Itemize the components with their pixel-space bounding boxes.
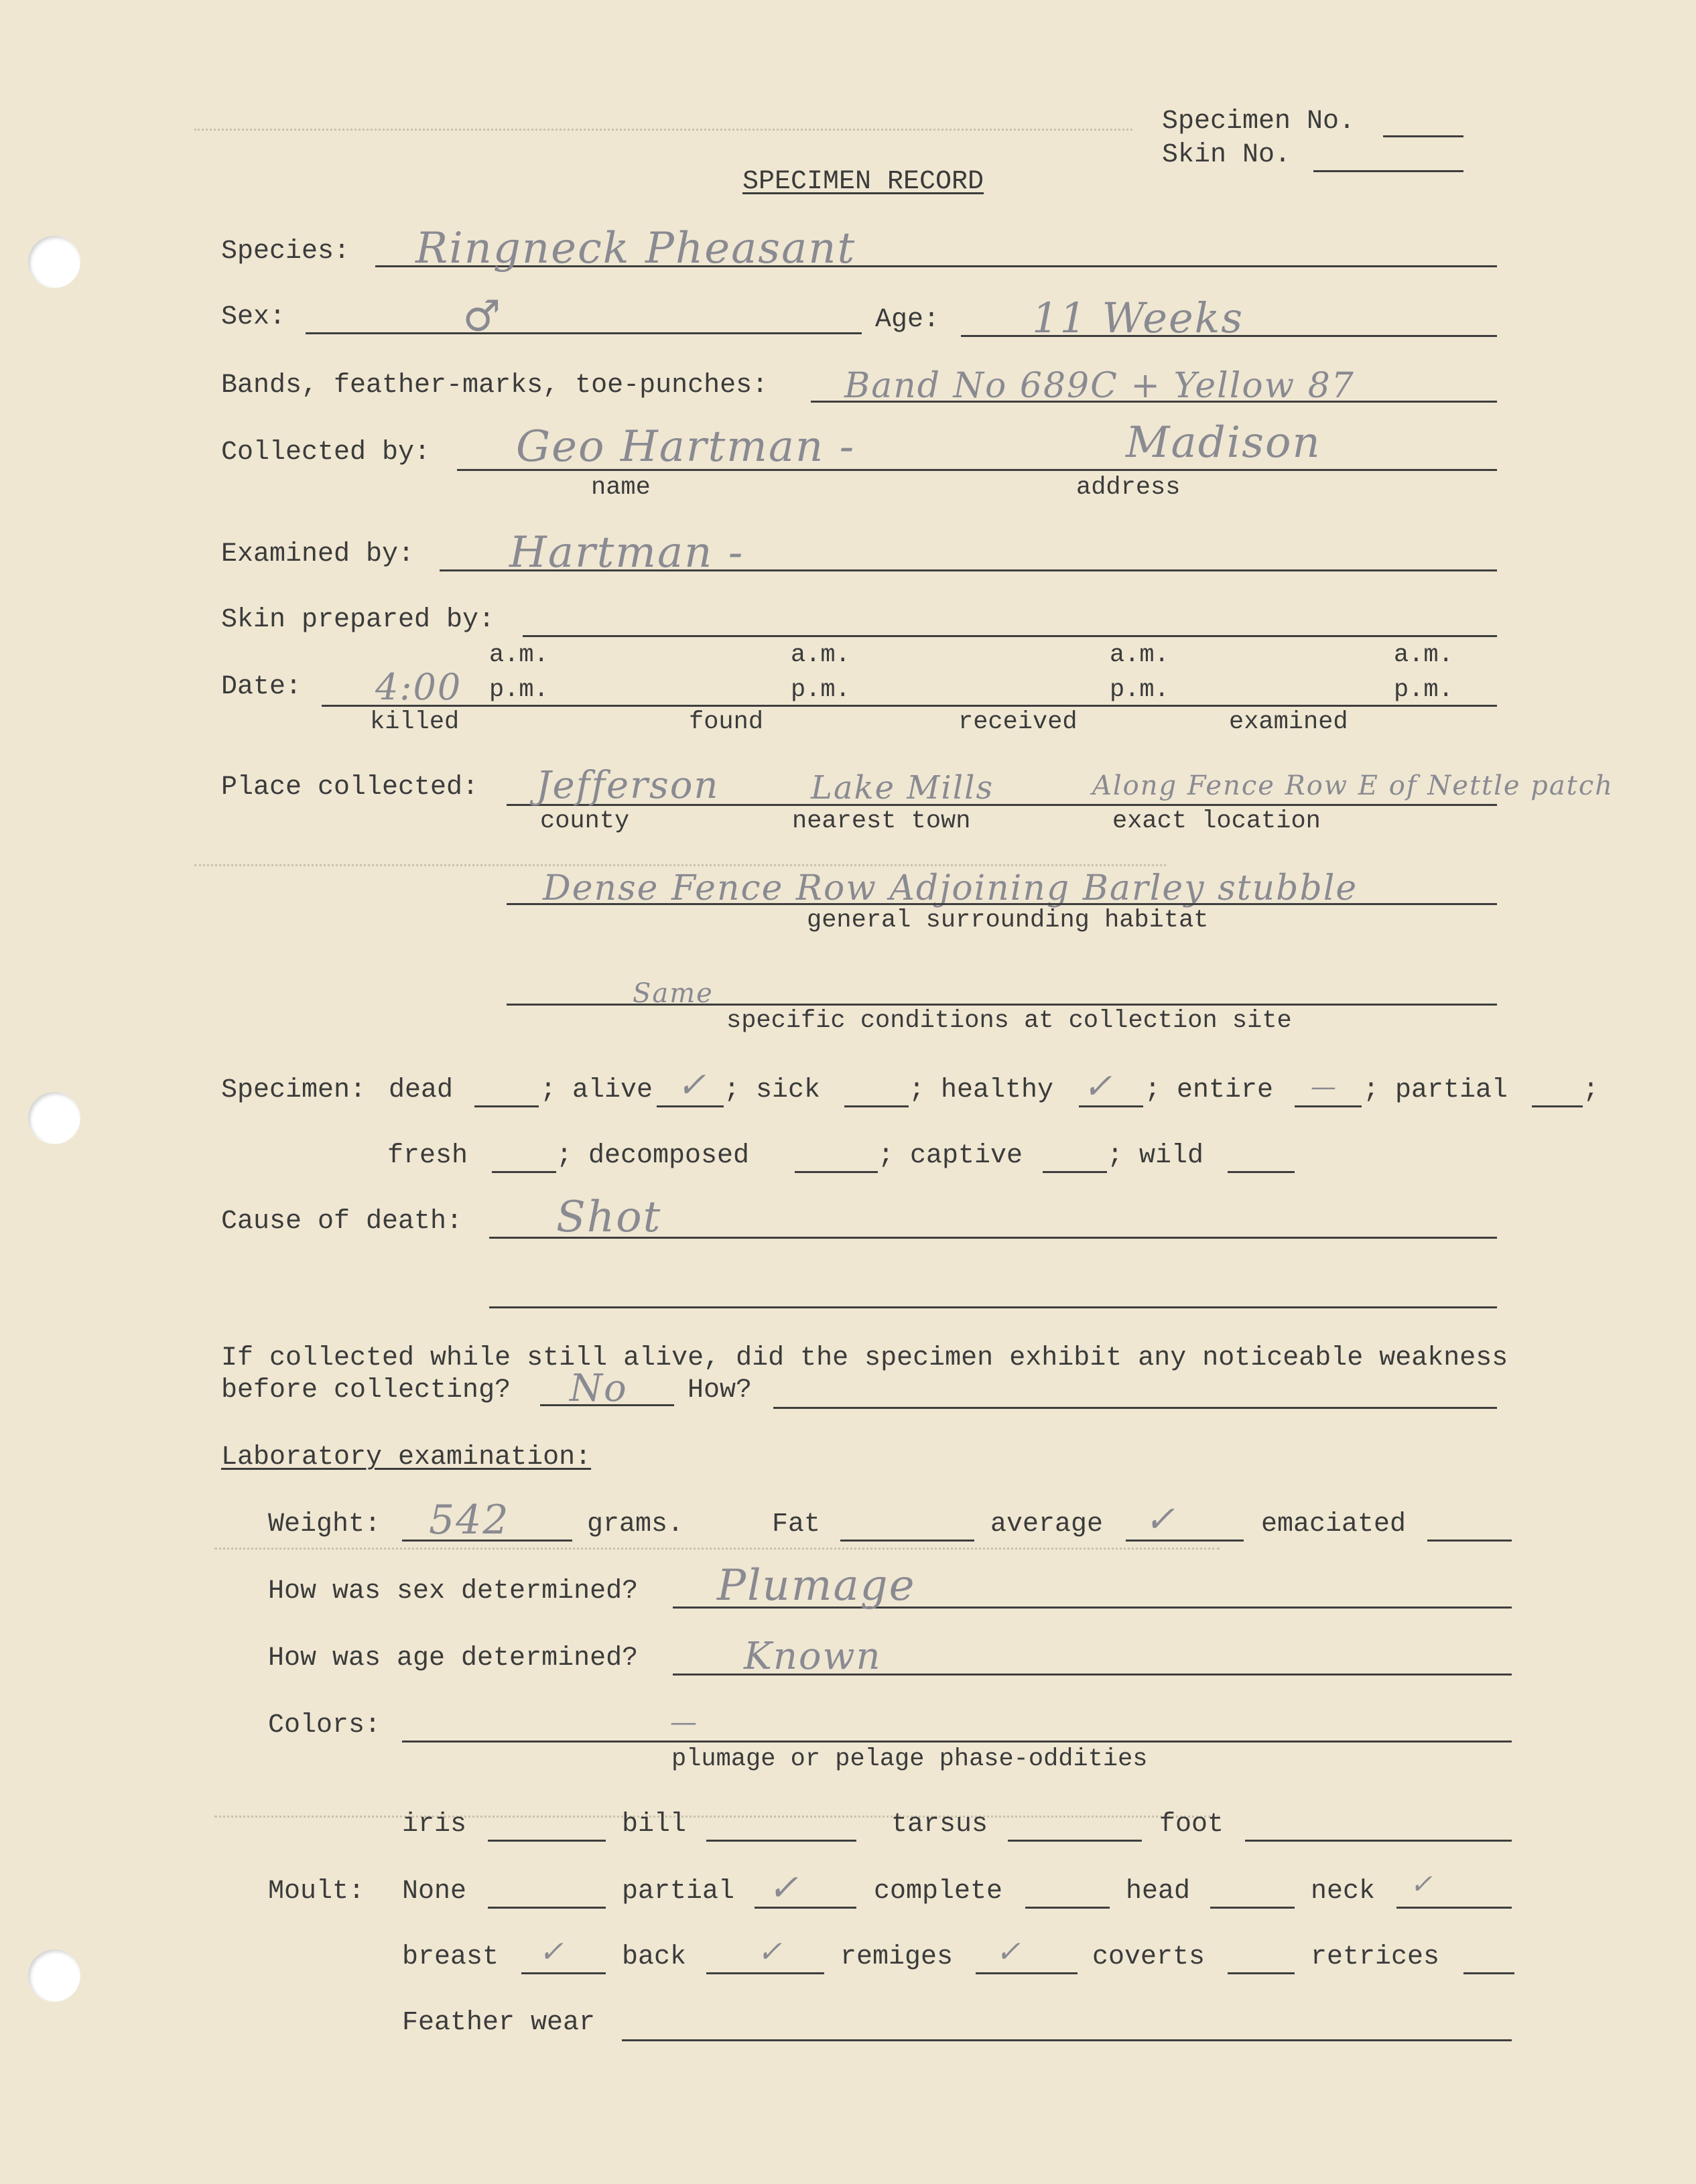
location-caption: exact location (1112, 807, 1321, 835)
received-am: a.m. (1110, 641, 1169, 669)
moult-neck-label: neck (1311, 1876, 1376, 1907)
habitat-line[interactable] (507, 903, 1497, 905)
age-value: 11 Weeks (1032, 293, 1244, 342)
skin-prepared-by-label: Skin prepared by: (221, 605, 495, 635)
examined-am: a.m. (1394, 641, 1453, 669)
conditions-line[interactable] (507, 1004, 1497, 1006)
moult-head-label: head (1126, 1876, 1191, 1907)
tarsus-label: tarsus (891, 1810, 988, 1840)
colors-line[interactable] (402, 1741, 1512, 1743)
moult-retrices-label: retrices (1311, 1942, 1440, 1972)
town-value: Lake Mills (811, 769, 994, 807)
weight-label: Weight: (268, 1509, 381, 1540)
species-label: Species: (221, 236, 350, 267)
dead-line[interactable] (474, 1105, 539, 1107)
moult-label: Moult: (268, 1876, 365, 1907)
moult-coverts-label: coverts (1092, 1942, 1205, 1972)
weakness-answer: No (570, 1367, 628, 1410)
examined-by-value: Hartman - (509, 528, 744, 577)
moult-complete-label: complete (874, 1876, 1003, 1907)
specimen-no-line[interactable] (1383, 135, 1463, 137)
town-caption: nearest town (792, 807, 971, 835)
fresh-label: fresh (387, 1141, 468, 1171)
alive-line[interactable] (657, 1105, 724, 1107)
average-mark: ✓ (1145, 1498, 1177, 1540)
moult-partial-label: partial (622, 1876, 735, 1907)
killed-time-value: 4:00 (375, 666, 462, 708)
age-determined-answer: Known (744, 1635, 882, 1678)
healthy-mark: ✓ (1083, 1067, 1114, 1107)
examined-by-label: Examined by: (221, 539, 415, 569)
cause-of-death-line-2[interactable] (489, 1306, 1497, 1308)
moult-neck-mark: ✓ (1410, 1869, 1434, 1900)
bill-label: bill (622, 1810, 687, 1840)
collector-address-value: Madison (1126, 418, 1321, 468)
received-caption: received (958, 708, 1078, 736)
feather-wear-label: Feather wear (402, 2008, 596, 2038)
killed-pm: p.m. (489, 676, 549, 704)
sick-line[interactable] (844, 1105, 909, 1107)
colors-value: — (670, 1707, 698, 1738)
moult-retrices-line[interactable] (1463, 1972, 1514, 1974)
habitat-caption: general surrounding habitat (807, 906, 1209, 935)
received-pm: p.m. (1110, 676, 1169, 704)
moult-none-line[interactable] (488, 1907, 606, 1909)
feather-wear-line[interactable] (622, 2039, 1512, 2041)
moult-none-label: None (402, 1876, 467, 1907)
conditions-value: Same (633, 978, 714, 1009)
killed-am: a.m. (489, 641, 549, 669)
punch-hole-middle (28, 1092, 80, 1144)
moult-head-line[interactable] (1210, 1907, 1295, 1909)
bleed-through-line (194, 864, 1166, 866)
county-value: Jefferson (536, 764, 720, 807)
captive-line[interactable] (1043, 1171, 1107, 1173)
collector-name-value: Geo Hartman - (516, 422, 856, 472)
examined-pm: p.m. (1394, 676, 1453, 704)
bill-line[interactable] (706, 1840, 856, 1842)
bleed-through-line (194, 129, 1132, 131)
colors-caption: plumage or pelage phase-oddities (671, 1745, 1148, 1773)
colors-label: Colors: (268, 1710, 381, 1741)
cause-of-death-value: Shot (556, 1192, 662, 1242)
how-line[interactable] (773, 1407, 1497, 1409)
found-am: a.m. (791, 641, 850, 669)
age-determined-question: How was age determined? (268, 1643, 639, 1674)
found-caption: found (689, 708, 764, 736)
location-value: Along Fence Row E of Nettle patch (1092, 770, 1614, 801)
average-label: average (990, 1509, 1104, 1540)
emaciated-label: emaciated (1261, 1509, 1407, 1540)
moult-breast-label: breast (402, 1942, 499, 1972)
foot-line[interactable] (1245, 1840, 1512, 1842)
how-label: How? (688, 1375, 753, 1406)
bands-value: Band No 689C + Yellow 87 (844, 366, 1355, 406)
decomposed-label: ; decomposed (556, 1141, 750, 1171)
tarsus-line[interactable] (1008, 1840, 1142, 1842)
foot-label: foot (1159, 1810, 1224, 1840)
moult-breast-line[interactable] (521, 1972, 606, 1974)
moult-remiges-label: remiges (840, 1942, 954, 1972)
weight-value: 542 (429, 1497, 510, 1544)
iris-line[interactable] (488, 1840, 606, 1842)
decomposed-line[interactable] (795, 1171, 878, 1173)
cause-of-death-label: Cause of death: (221, 1207, 463, 1237)
moult-back-mark: ✓ (757, 1935, 783, 1969)
species-value: Ringneck Pheasant (415, 224, 856, 273)
specimen-label: Specimen: (221, 1075, 367, 1105)
moult-partial-mark: ✓ (768, 1866, 800, 1909)
fat-label: Fat (772, 1509, 821, 1540)
entire-line[interactable] (1295, 1105, 1362, 1107)
moult-complete-line[interactable] (1025, 1907, 1110, 1909)
killed-caption: killed (370, 708, 460, 736)
skin-no-label: Skin No. (1162, 140, 1291, 170)
specimen-no-label: Specimen No. (1162, 107, 1356, 137)
captive-label: ; captive (878, 1141, 1023, 1171)
partial-semicolon: ; (1583, 1075, 1600, 1105)
sex-determined-answer: Plumage (717, 1561, 916, 1611)
punch-hole-bottom (28, 1950, 80, 2002)
emaciated-line[interactable] (1427, 1540, 1512, 1542)
sex-value: ♂ (462, 292, 503, 342)
sex-determined-question: How was sex determined? (268, 1576, 639, 1607)
entire-mark: — (1311, 1072, 1338, 1101)
moult-remiges-line[interactable] (976, 1972, 1078, 1974)
average-line[interactable] (1126, 1540, 1244, 1542)
alive-label: ; alive (540, 1075, 653, 1105)
habitat-value: Dense Fence Row Adjoining Barley stubble (543, 868, 1358, 908)
sex-line[interactable] (306, 332, 862, 334)
conditions-caption: specific conditions at collection site (726, 1007, 1292, 1035)
partial-line[interactable] (1532, 1105, 1583, 1107)
wild-line[interactable] (1228, 1171, 1295, 1173)
examined-caption: examined (1229, 708, 1348, 736)
place-collected-label: Place collected: (221, 772, 479, 803)
punch-hole-top (28, 236, 80, 288)
iris-label: iris (402, 1810, 467, 1840)
skin-prepared-by-line[interactable] (523, 635, 1497, 637)
found-pm: p.m. (791, 676, 850, 704)
age-label: Age: (875, 305, 940, 335)
date-line[interactable] (322, 705, 1497, 707)
county-caption: county (540, 807, 630, 835)
moult-neck-line[interactable] (1396, 1907, 1512, 1909)
moult-coverts-line[interactable] (1228, 1972, 1295, 1974)
moult-remiges-mark: ✓ (996, 1935, 1022, 1969)
name-caption: name (591, 474, 651, 502)
fat-line[interactable] (840, 1540, 974, 1542)
entire-label: ; entire (1145, 1075, 1274, 1105)
bleed-through-line (214, 1816, 1220, 1818)
alive-mark: ✓ (677, 1065, 708, 1105)
bands-label: Bands, feather-marks, toe-punches: (221, 370, 769, 401)
weakness-question-line1: If collected while still alive, did the specimen exhibit any noticeable weakness (221, 1343, 1508, 1373)
partial-label: ; partial (1363, 1075, 1508, 1105)
moult-back-label: back (622, 1942, 687, 1972)
address-caption: address (1076, 474, 1181, 502)
bleed-through-line (214, 1548, 1220, 1550)
moult-breast-mark: ✓ (539, 1935, 565, 1969)
collected-by-label: Collected by: (221, 437, 431, 468)
sex-label: Sex: (221, 302, 286, 332)
dead-label: dead (389, 1075, 454, 1105)
page-title: SPECIMEN RECORD (742, 167, 984, 197)
date-label: Date: (221, 672, 302, 702)
weakness-question-line2: before collecting? (221, 1375, 511, 1406)
grams-label: grams. (587, 1509, 684, 1540)
sick-label: ; sick (724, 1075, 821, 1105)
fresh-line[interactable] (492, 1171, 556, 1173)
healthy-label: ; healthy (909, 1075, 1054, 1105)
moult-back-line[interactable] (706, 1972, 824, 1974)
skin-no-line[interactable] (1313, 170, 1463, 172)
lab-heading: Laboratory examination: (221, 1442, 592, 1473)
wild-label: ; wild (1107, 1141, 1204, 1171)
